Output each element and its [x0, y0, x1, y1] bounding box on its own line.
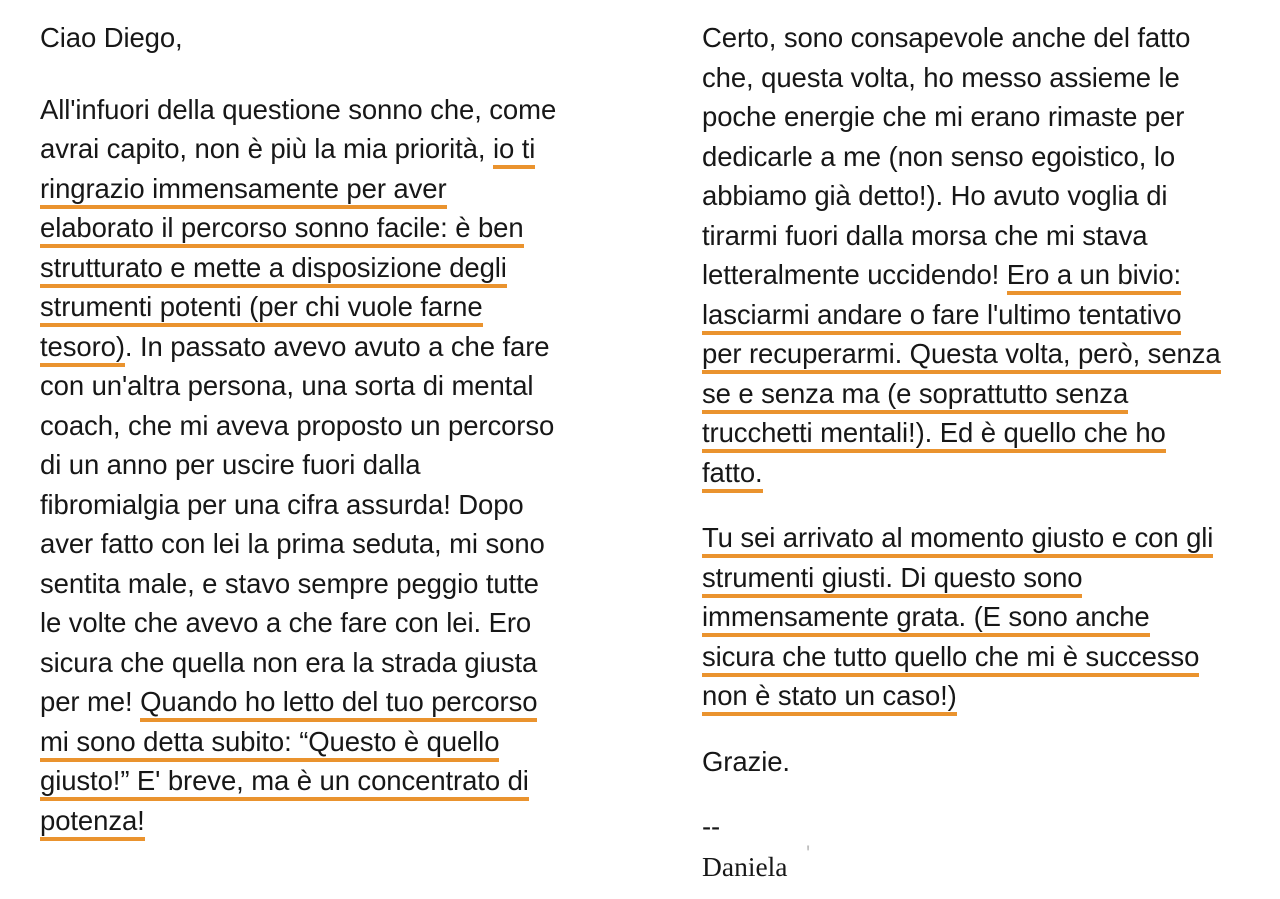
- paragraph-body: [702, 742, 1240, 782]
- text-segment: Ciao Diego,: [40, 22, 183, 53]
- text-line: [40, 485, 578, 525]
- text-line: [702, 518, 1240, 558]
- text-line: [40, 761, 578, 801]
- text-segment: tirarmi fuori dalla morsa che mi stava: [702, 219, 1148, 251]
- text-line: [702, 597, 1240, 637]
- text-segment: avrai capito, non è più la mia priorità,: [40, 133, 493, 164]
- paragraph-body: [40, 90, 578, 841]
- text-segment: le volte che avevo a che fare con lei. Ero: [40, 607, 532, 638]
- text-line: [40, 406, 578, 446]
- text-segment: Grazie.: [702, 745, 790, 777]
- underlined-text: ringrazio immensamente per aver: [40, 173, 447, 209]
- text-segment: fibromialgia per una cifra assurda! Dopo: [40, 488, 524, 520]
- underlined-text: lasciarmi andare o fare l'ultimo tentativo: [702, 299, 1181, 335]
- text-line: [702, 637, 1240, 677]
- underlined-text: strumenti potenti (per chi vuole farne: [40, 291, 483, 327]
- text-line: [40, 643, 578, 683]
- underlined-text: per recuperarmi. Questa volta, però, senza: [702, 338, 1221, 374]
- text-line: [40, 208, 578, 248]
- text-line: [40, 248, 578, 288]
- text-line: [40, 445, 578, 485]
- text-segment: abbiamo già detto!). Ho avuto voglia di: [702, 180, 1168, 211]
- stray-mark: ': [806, 841, 811, 866]
- text-line: [702, 97, 1240, 137]
- text-segment: sicura che quella non era la strada giusta: [40, 646, 538, 678]
- text-segment: che, questa volta, ho messo assieme le: [702, 61, 1180, 93]
- text-segment: sentita male, e stavo sempre peggio tutte: [40, 567, 539, 599]
- underlined-text: strumenti giusti. Di questo sono: [702, 562, 1082, 598]
- text-line: [40, 722, 578, 762]
- underlined-text: giusto!” E' breve, ma è un concentrato di: [40, 765, 529, 801]
- text-segment: --: [702, 811, 721, 842]
- text-line: [702, 334, 1240, 374]
- paragraph-body: [702, 518, 1240, 716]
- text-line: [40, 524, 578, 564]
- text-line: [702, 295, 1240, 335]
- underlined-text: Tu sei arrivato al momento giusto e con gli: [702, 522, 1213, 558]
- text-line: [702, 216, 1240, 256]
- text-line: [40, 801, 578, 841]
- text-line: [702, 807, 1240, 847]
- text-line: [702, 137, 1240, 177]
- paragraph-signature: [702, 807, 1240, 886]
- text-line: [702, 742, 1240, 782]
- text-line: [40, 564, 578, 604]
- text-line: [702, 558, 1240, 598]
- text-line: [40, 18, 578, 58]
- underlined-text: non è stato un caso!): [702, 680, 957, 716]
- text-segment: dedicarle a me (non senso egoistico, lo: [702, 140, 1176, 172]
- text-line: [40, 327, 578, 367]
- underlined-text: immensamente grata. (E sono anche: [702, 601, 1150, 637]
- text-line: [702, 58, 1240, 98]
- underlined-text: mi sono detta subito: “Questo è quello: [40, 726, 499, 762]
- text-segment: per me!: [40, 686, 141, 717]
- text-line: [702, 676, 1240, 716]
- text-segment: di un anno per uscire fuori dalla: [40, 449, 421, 480]
- text-segment: coach, che mi aveva proposto un percorso: [40, 409, 555, 441]
- underlined-text: elaborato il percorso sonno facile: è ben: [40, 212, 524, 248]
- text-line: [40, 287, 578, 327]
- text-line: [40, 129, 578, 169]
- underlined-text: Ero a un bivio:: [1007, 259, 1181, 295]
- underlined-text: trucchetti mentali!). Ed è quello che ho: [702, 417, 1166, 453]
- underlined-text: io ti: [493, 133, 535, 169]
- text-segment: con un'altra persona, una sorta di mental: [40, 370, 534, 401]
- text-segment: aver fatto con lei la prima seduta, mi sono: [40, 528, 545, 559]
- text-segment: letteralmente uccidendo!: [702, 259, 1007, 290]
- underlined-text: strutturato e mette a disposizione degli: [40, 252, 507, 288]
- paragraph-greeting: [40, 18, 578, 58]
- underlined-text: se e senza ma (e soprattutto senza: [702, 378, 1128, 414]
- paragraph-body: [702, 18, 1240, 492]
- text-line: [702, 176, 1240, 216]
- text-line: [40, 90, 578, 130]
- text-segment: All'infuori della questione sonno che, come: [40, 93, 557, 125]
- text-line: [702, 255, 1240, 295]
- text-line: [40, 682, 578, 722]
- text-line: [702, 847, 1240, 887]
- text-segment: poche energie che mi erano rimaste per: [702, 101, 1185, 132]
- underlined-text: tesoro): [40, 331, 125, 367]
- underlined-text: sicura che tutto quello che mi è successo: [702, 641, 1199, 677]
- underlined-text: potenza!: [40, 805, 145, 841]
- text-segment: Certo, sono consapevole anche del fatto: [702, 22, 1191, 53]
- underlined-text: fatto.: [702, 457, 763, 493]
- text-line: [702, 374, 1240, 414]
- text-segment: . In passato avevo avuto a che fare: [124, 330, 550, 362]
- text-line: [40, 169, 578, 209]
- text-line: [40, 366, 578, 406]
- underlined-text: Quando ho letto del tuo percorso: [140, 686, 537, 722]
- text-line: [702, 413, 1240, 453]
- text-line: [702, 18, 1240, 58]
- letter-column-left: [40, 18, 578, 886]
- text-segment: Daniela: [702, 850, 788, 882]
- text-line: [40, 603, 578, 643]
- letter-column-right: [702, 18, 1240, 886]
- text-line: [702, 453, 1240, 493]
